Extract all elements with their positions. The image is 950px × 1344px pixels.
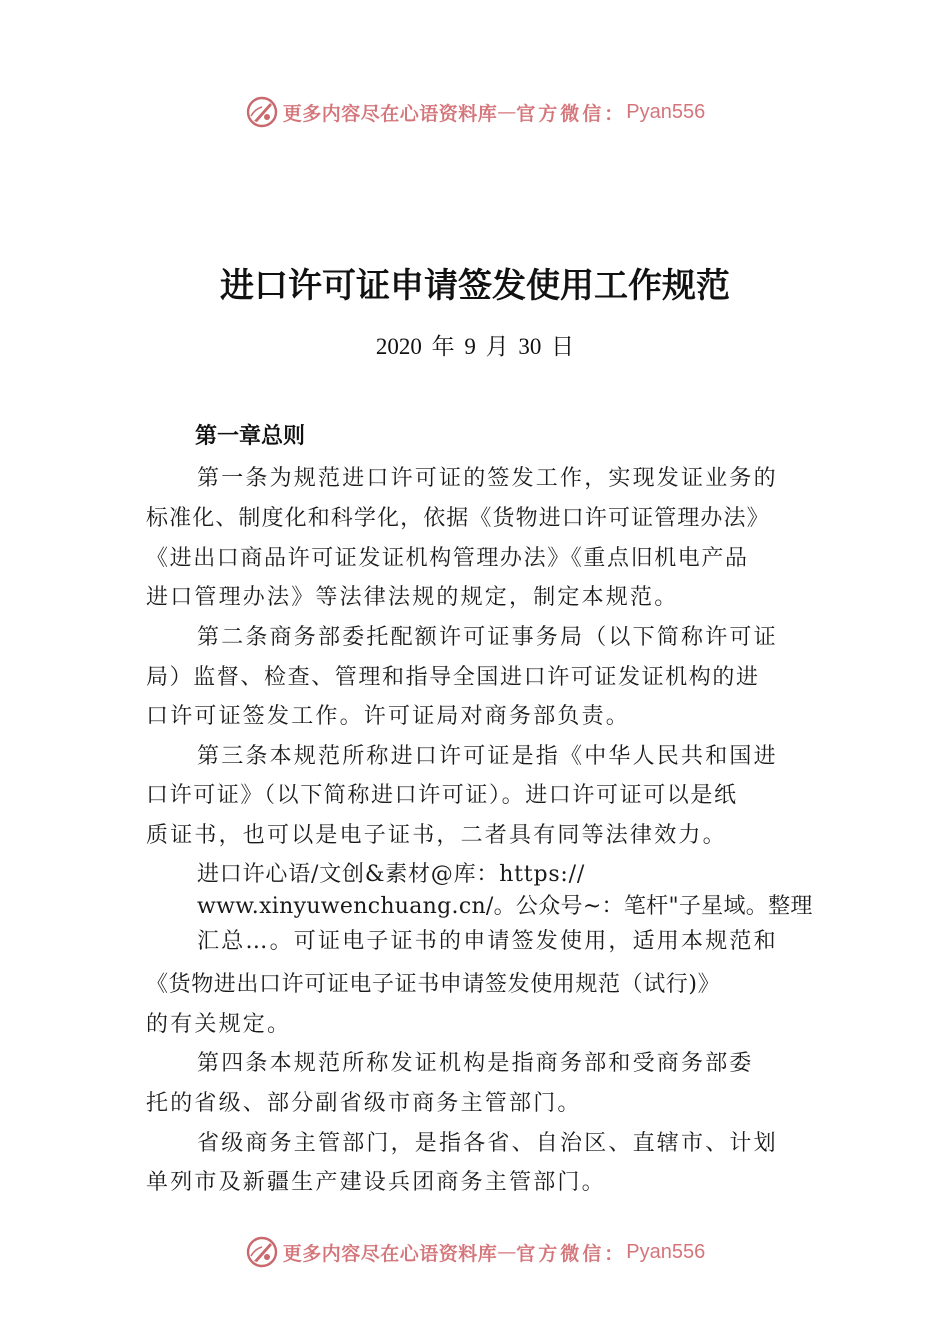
banner-brand-text: 更多内容尽在心语资料库 bbox=[282, 1242, 498, 1265]
body-line: 进口许心语/文创&素材@库：https:// bbox=[197, 862, 586, 887]
body-line: 单列市及新疆生产建设兵团商务主管部门。 bbox=[146, 1170, 606, 1195]
chapter-heading: 第一章总则 bbox=[195, 424, 306, 449]
body-line: 省级商务主管部门，是指各省、自治区、直辖市、计划 bbox=[197, 1131, 778, 1156]
body-line: 口许可证》（以下简称进口许可证）。进口许可证可以是纸 bbox=[146, 783, 738, 808]
document-date: 2020 年 9 月 30 日 bbox=[375, 334, 575, 359]
body-line: 《进出口商品许可证发证机构管理办法》《重点旧机电产品 bbox=[146, 546, 749, 571]
body-line: 托的省级、部分副省级市商务主管部门。 bbox=[146, 1091, 582, 1116]
body-line: 局）监督、检查、管理和指导全国进口许可证发证机构的进 bbox=[146, 665, 760, 690]
body-line: 第三条本规范所称进口许可证是指《中华人民共和国进 bbox=[197, 744, 778, 769]
body-line: 口许可证签发工作。许可证局对商务部负责。 bbox=[146, 704, 631, 729]
banner-wechat-label: 官方微信： bbox=[516, 1242, 627, 1265]
body-line: 进口管理办法》等法律法规的规定，制定本规范。 bbox=[146, 585, 679, 610]
banner-wechat-label: 官方微信： bbox=[516, 102, 627, 125]
body-line: 第二条商务部委托配额许可证事务局（以下简称许可证 bbox=[197, 625, 778, 650]
body-line: 汇总…。可证电子证书的申请签发使用，适用本规范和 bbox=[197, 929, 778, 954]
header-banner bbox=[0, 92, 950, 132]
body-line: 标准化、制度化和科学化，依据《货物进口许可证管理办法》 bbox=[146, 506, 770, 531]
quill-seal-icon bbox=[245, 95, 279, 129]
banner-brand-text: 更多内容尽在心语资料库 bbox=[282, 102, 498, 125]
body-line: 《货物进出口许可证电子证书申请签发使用规范（试行)》 bbox=[146, 972, 721, 997]
body-line: 的有关规定。 bbox=[146, 1012, 292, 1037]
quill-seal-icon bbox=[245, 1235, 279, 1269]
body-line: 质证书，也可以是电子证书，二者具有同等法律效力。 bbox=[146, 823, 727, 848]
banner-wechat-id: Pyan556 bbox=[626, 1240, 706, 1263]
banner-dash: — bbox=[497, 1241, 517, 1263]
banner-dash: — bbox=[497, 101, 517, 123]
body-line: www.xinyuwenchuang.cn/。公众号~：笔杆"子星域。整理 bbox=[197, 894, 813, 919]
document-title: 进口许可证申请签发使用工作规范 bbox=[220, 266, 730, 306]
body-line: 第四条本规范所称发证机构是指商务部和受商务部委 bbox=[197, 1051, 754, 1076]
banner-wechat-id: Pyan556 bbox=[626, 100, 706, 123]
footer-banner bbox=[0, 1232, 950, 1272]
body-line: 第一条为规范进口许可证的签发工作，实现发证业务的 bbox=[197, 466, 778, 491]
